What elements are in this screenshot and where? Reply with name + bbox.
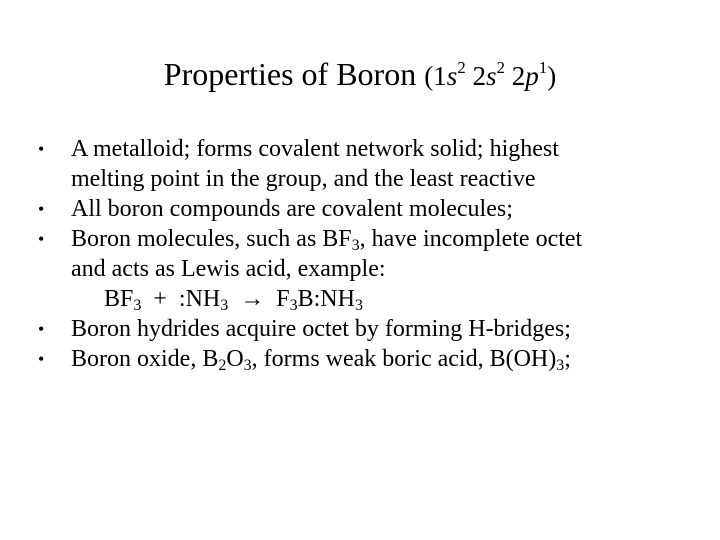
bullet-marker: • xyxy=(38,229,45,249)
electron-configuration: ($1s^2$ $2s^2$ $2p^1$) xyxy=(424,58,557,91)
bullet-hydrides xyxy=(38,314,698,344)
bullet-text: A metalloid; forms covalent network solid; highest xyxy=(71,136,559,162)
bullet-marker: • xyxy=(38,349,45,369)
reaction-arrow-icon: → xyxy=(228,286,277,312)
bullet-marker: • xyxy=(38,199,45,219)
bullet-incomplete-octet xyxy=(38,224,698,284)
bullet-text-continued: and acts as Lewis acid, example: xyxy=(71,256,386,282)
bullet-text: Boron molecules, such as $BF_3$, have incomplete octet xyxy=(71,226,583,254)
bullet-metalloid xyxy=(38,134,698,194)
bullet-list xyxy=(38,134,698,374)
title-text: Properties of Boron xyxy=(163,56,417,92)
bullet-marker: • xyxy=(38,139,45,159)
bullet-text: All boron compounds are covalent molecules; xyxy=(71,196,513,222)
bullet-boron-oxide xyxy=(38,344,698,374)
lewis-acid-equation: $BF_3$ + $:NH_3$ → $F_3B:NH_3$ xyxy=(104,286,363,314)
bullet-text: Boron hydrides acquire octet by forming H-bridges; xyxy=(71,316,571,342)
bullet-marker: • xyxy=(38,319,45,339)
bullet-covalent-compounds xyxy=(38,194,698,224)
slide-title xyxy=(0,54,720,96)
bullet-text: Boron oxide, $B_2O_3$, forms weak boric acid, $B(OH)_3$; xyxy=(71,346,571,374)
bullet-text-continued: melting point in the group, and the least reactive xyxy=(71,166,536,192)
